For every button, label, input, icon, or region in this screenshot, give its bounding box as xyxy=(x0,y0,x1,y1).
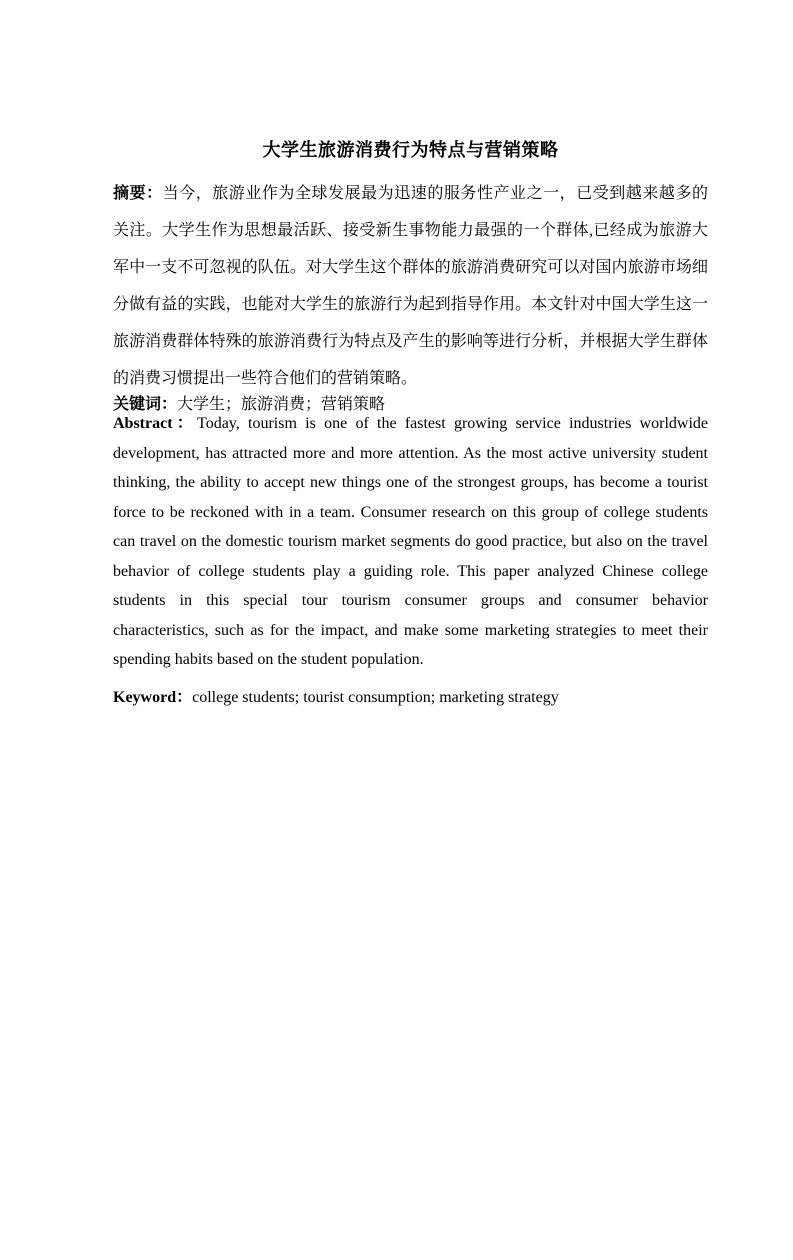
text-line: spending habits based on the student population. xyxy=(113,651,424,668)
chinese-keywords-text: 大学生；旅游消费；营销策略 xyxy=(177,396,386,413)
document-page xyxy=(0,138,793,1260)
text-line: behavior of college students play a guiding role. This paper analyzed Chinese college xyxy=(113,562,708,580)
chinese-keywords-label: 关键词： xyxy=(113,396,178,413)
chinese-abstract-paragraph xyxy=(113,175,708,397)
text-line: 军中一支不可忽视的队伍。对大学生这个群体的旅游消费研究可以对国内旅游市场细 xyxy=(113,259,708,276)
english-keywords-label: Keyword： xyxy=(113,688,193,706)
abstract-text: 当今，旅游业作为全球发展最为迅速的服务性产业之一，已受到越来越多的 xyxy=(162,185,708,202)
text-line: thinking, the ability to accept new things one of the strongest groups, has become a tourist xyxy=(113,474,708,491)
text-line: can travel on the domestic tourism market segments do good practice, but also on the travel xyxy=(113,533,708,550)
text-line: characteristics, such as for the impact, and make some marketing strategies to meet their xyxy=(113,621,708,639)
english-keywords-line xyxy=(113,683,708,712)
text-line: 的消费习惯提出一些符合他们的营销策略。 xyxy=(113,370,418,387)
text-line: force to be reckoned with in a team. Consumer research on this group of college students xyxy=(113,503,708,521)
text-line xyxy=(113,175,708,212)
english-abstract-label: Abstract： xyxy=(113,415,198,432)
chinese-abstract-label: 摘要： xyxy=(113,185,163,202)
text-line: 旅游消费群体特殊的旅游消费行为特点及产生的影响等进行分析，并根据大学生群体 xyxy=(113,333,708,350)
english-abstract-paragraph xyxy=(113,409,708,675)
text-line: 分做有益的实践，也能对大学生的旅游行为起到指导作用。本文针对中国大学生这一 xyxy=(113,296,708,313)
text-line: development, has attracted more and more attention. As the most active university student xyxy=(113,444,708,462)
text-line: students in this special tour tourism consumer groups and consumer behavior xyxy=(113,592,708,609)
page-title: 大学生旅游消费行为特点与营销策略 xyxy=(262,140,559,160)
text-line: 关注。大学生作为思想最活跃、接受新生事物能力最强的一个群体,已经成为旅游大 xyxy=(113,222,708,239)
abstract-text: Today, tourism is one of the fastest growing service industries worldwide xyxy=(197,415,708,432)
text-line xyxy=(113,409,708,439)
english-keywords-text: college students; tourist consumption; marketing strategy xyxy=(192,688,559,706)
